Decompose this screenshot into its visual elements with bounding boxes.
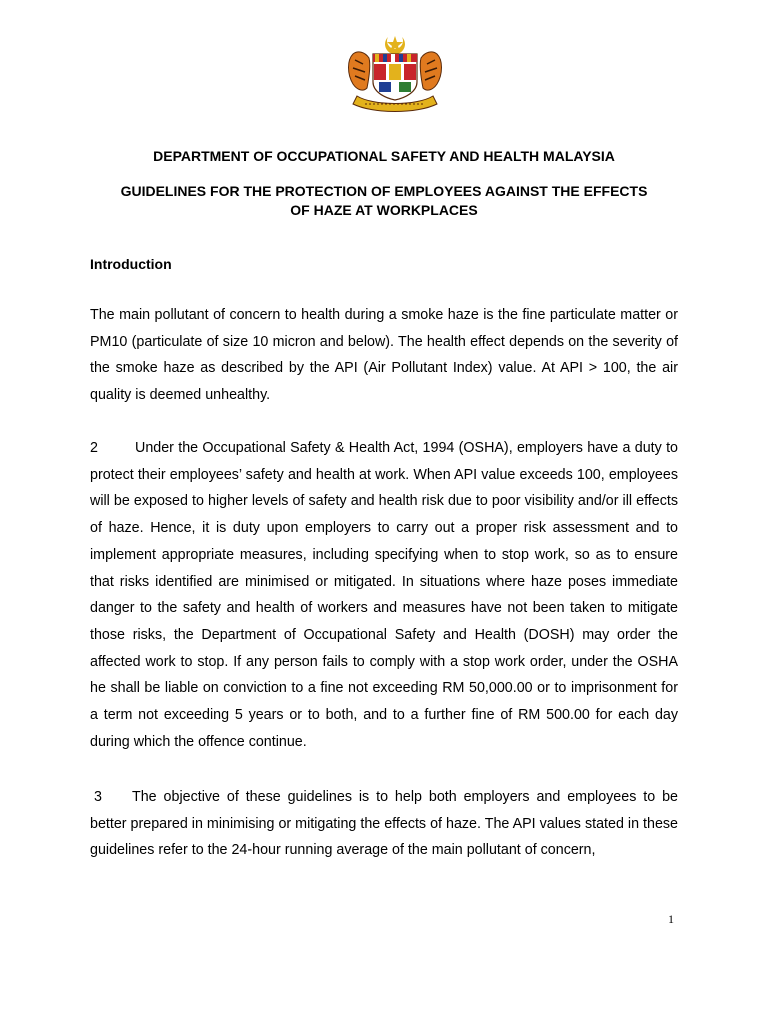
paragraph-3-number: 3 — [94, 789, 102, 805]
department-heading: DEPARTMENT OF OCCUPATIONAL SAFETY AND HEALTH MALAYSIA — [153, 148, 615, 164]
document-title — [0, 182, 768, 220]
document-title-line-2: OF HAZE AT WORKPLACES — [290, 202, 478, 218]
paragraph-2 — [90, 435, 678, 755]
document-title-line-1: GUIDELINES FOR THE PROTECTION OF EMPLOYEES AGAINST THE EFFECTS — [120, 183, 648, 199]
malaysia-coat-of-arms-icon — [343, 34, 447, 114]
paragraph-2-number: 2 — [90, 440, 98, 456]
paragraph-3 — [90, 784, 678, 864]
paragraph-3-text: The objective of these guidelines is to help both employers and employees to be better prepared in minimising or mitigating the effects of haze. The API values stated in these guidelines refer to the 24-hour running average of the main pollutant of concern, — [90, 789, 678, 859]
section-heading-introduction: Introduction — [90, 256, 172, 272]
paragraph-1 — [90, 302, 678, 409]
page-number: 1 — [668, 912, 674, 926]
paragraph-1-text: The main pollutant of concern to health during a smoke haze is the fine particulate matter or PM10 (particulate of size 10 micron and below). The health effect depends on the severity of the smoke haze as described by the API (Air Pollutant Index) value. At API > 100, the air quality is deemed unhealthy. — [90, 307, 678, 404]
paragraph-2-text: Under the Occupational Safety & Health Act, 1994 (OSHA), employers have a duty to protect their employees’ safety and health at work. When API value exceeds 100, employees will be exposed to higher levels of safety and health risk due to poor visibility and/or ill effects of haze. Hence, it is duty upon employers to carry out a proper risk assessment and to implement appropriate measures, including specifying when to stop work, so as to ensure that risks identified are minimised or mitigated. In situations where haze poses immediate danger to the safety and health of workers and measures have not been taken to mitigate those risks, the Department of Occupational Safety and Health (DOSH) may order the affected work to stop. If any person fails to comply with a stop work order, under the OSHA he shall be liable on conviction to a fine not exceeding RM 50,000.00 or to imprisonment for a term not exceeding 5 years or to both, and to a further fine of RM 500.00 for each day during which the offence continue. — [90, 440, 678, 750]
